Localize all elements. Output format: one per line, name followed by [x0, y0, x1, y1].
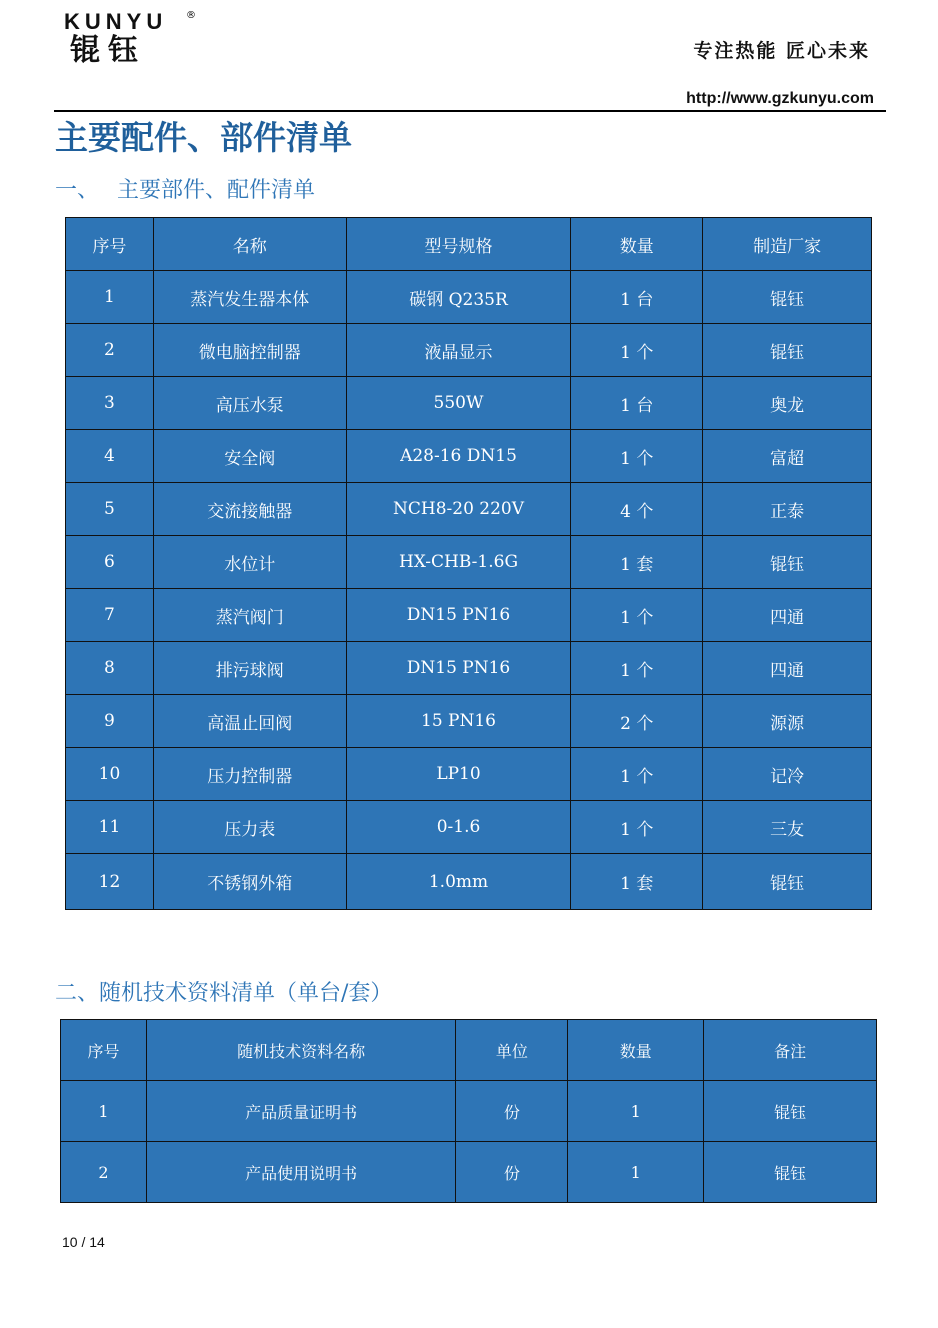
parts-table-cell: 蒸汽阀门 [153, 589, 346, 642]
parts-table-cell: 9 [66, 695, 154, 748]
parts-table-row [66, 324, 872, 377]
documents-table-header-cell: 单位 [456, 1020, 568, 1081]
page-title: 主要配件、部件清单 [55, 118, 352, 157]
parts-table-cell: 不锈钢外箱 [153, 854, 346, 910]
parts-table-row [66, 483, 872, 536]
parts-table-cell: 4 [66, 430, 154, 483]
parts-table-cell: 15 PN16 [346, 695, 571, 748]
parts-table-cell: DN15 PN16 [346, 642, 571, 695]
parts-table-header-cell: 序号 [66, 218, 154, 271]
documents-table-header-cell: 随机技术资料名称 [146, 1020, 456, 1081]
parts-table-cell: 排污球阀 [153, 642, 346, 695]
parts-table-cell: 2 个 [571, 695, 703, 748]
parts-table-cell: 1 台 [571, 377, 703, 430]
parts-table-cell: 水位计 [153, 536, 346, 589]
parts-table-cell: 四通 [703, 589, 872, 642]
parts-table-header-cell: 数量 [571, 218, 703, 271]
documents-table-cell: 1 [61, 1081, 147, 1142]
documents-table-row [61, 1142, 877, 1203]
section1-heading [55, 176, 315, 206]
documents-table-cell: 产品质量证明书 [146, 1081, 456, 1142]
parts-table-cell: 1 个 [571, 589, 703, 642]
parts-table-cell: 1.0mm [346, 854, 571, 910]
parts-table-cell: 锟钰 [703, 854, 872, 910]
parts-table-cell: 源源 [703, 695, 872, 748]
documents-table-cell: 份 [456, 1081, 568, 1142]
parts-table-cell: 11 [66, 801, 154, 854]
documents-table-header-cell: 数量 [568, 1020, 704, 1081]
parts-table-header-cell: 型号规格 [346, 218, 571, 271]
parts-table-cell: 液晶显示 [346, 324, 571, 377]
documents-table-row [61, 1081, 877, 1142]
parts-table-cell: 奥龙 [703, 377, 872, 430]
logo-english: KUNYU [64, 9, 168, 34]
parts-table-header-cell: 制造厂家 [703, 218, 872, 271]
page-number: 10 / 14 [62, 1234, 105, 1250]
parts-table-cell: 1 个 [571, 324, 703, 377]
parts-table-row [66, 430, 872, 483]
parts-table-row [66, 801, 872, 854]
parts-table-cell: 碳钢 Q235R [346, 271, 571, 324]
parts-table-cell: DN15 PN16 [346, 589, 571, 642]
documents-table-cell: 1 [568, 1081, 704, 1142]
documents-table-cell: 锟钰 [704, 1081, 877, 1142]
parts-table-row [66, 854, 872, 910]
parts-table [65, 217, 872, 910]
parts-table-cell: 2 [66, 324, 154, 377]
parts-table-cell: 6 [66, 536, 154, 589]
parts-table-cell: 1 [66, 271, 154, 324]
documents-table-cell: 份 [456, 1142, 568, 1203]
documents-table [60, 1019, 877, 1203]
section1-number: 一、 [55, 178, 100, 203]
parts-table-cell: 5 [66, 483, 154, 536]
parts-table-row [66, 642, 872, 695]
parts-table-header-cell: 名称 [153, 218, 346, 271]
parts-table-cell: NCH8-20 220V [346, 483, 571, 536]
parts-table-cell: 压力控制器 [153, 748, 346, 801]
logo-chinese: 锟钰 [70, 33, 146, 68]
parts-table-cell: 交流接触器 [153, 483, 346, 536]
documents-table-cell: 1 [568, 1142, 704, 1203]
documents-table-header-cell: 序号 [61, 1020, 147, 1081]
parts-table-header-row [66, 218, 872, 271]
parts-table-row [66, 589, 872, 642]
parts-table-cell: 三友 [703, 801, 872, 854]
company-logo [64, 10, 204, 70]
parts-table-cell: A28-16 DN15 [346, 430, 571, 483]
parts-table-cell: 蒸汽发生器本体 [153, 271, 346, 324]
documents-table-cell: 锟钰 [704, 1142, 877, 1203]
parts-table-cell: 1 台 [571, 271, 703, 324]
parts-table-cell: 3 [66, 377, 154, 430]
parts-table-cell: 10 [66, 748, 154, 801]
parts-table-cell: 7 [66, 589, 154, 642]
documents-table-header-cell: 备注 [704, 1020, 877, 1081]
registered-mark: ® [186, 10, 196, 21]
parts-table-cell: 安全阀 [153, 430, 346, 483]
parts-table-cell: 12 [66, 854, 154, 910]
parts-table-cell: 锟钰 [703, 536, 872, 589]
company-url: http://www.gzkunyu.com [686, 90, 874, 107]
parts-table-row [66, 695, 872, 748]
parts-table-cell: LP10 [346, 748, 571, 801]
parts-table-cell: 8 [66, 642, 154, 695]
parts-table-cell: 550W [346, 377, 571, 430]
parts-table-cell: 锟钰 [703, 271, 872, 324]
documents-table-header-row [61, 1020, 877, 1081]
parts-table-row [66, 748, 872, 801]
parts-table-cell: 1 个 [571, 801, 703, 854]
parts-table-row [66, 536, 872, 589]
parts-table-cell: 1 套 [571, 536, 703, 589]
parts-table-cell: HX-CHB-1.6G [346, 536, 571, 589]
documents-table-cell: 2 [61, 1142, 147, 1203]
parts-table-cell: 记冷 [703, 748, 872, 801]
parts-table-cell: 1 个 [571, 430, 703, 483]
parts-table-cell: 微电脑控制器 [153, 324, 346, 377]
documents-table-cell: 产品使用说明书 [146, 1142, 456, 1203]
header-rule [54, 110, 886, 112]
section2-heading: 二、随机技术资料清单（单台/套） [55, 981, 393, 1006]
parts-table-cell: 高压水泵 [153, 377, 346, 430]
parts-table-cell: 四通 [703, 642, 872, 695]
parts-table-row [66, 377, 872, 430]
parts-table-cell: 压力表 [153, 801, 346, 854]
parts-table-cell: 1 套 [571, 854, 703, 910]
parts-table-cell: 1 个 [571, 748, 703, 801]
section1-title: 主要部件、配件清单 [117, 178, 316, 203]
parts-table-cell: 正泰 [703, 483, 872, 536]
parts-table-cell: 高温止回阀 [153, 695, 346, 748]
parts-table-cell: 锟钰 [703, 324, 872, 377]
parts-table-cell: 4 个 [571, 483, 703, 536]
company-slogan: 专注热能 匠心未来 [693, 40, 870, 62]
parts-table-cell: 1 个 [571, 642, 703, 695]
parts-table-cell: 富超 [703, 430, 872, 483]
parts-table-cell: 0-1.6 [346, 801, 571, 854]
parts-table-row [66, 271, 872, 324]
